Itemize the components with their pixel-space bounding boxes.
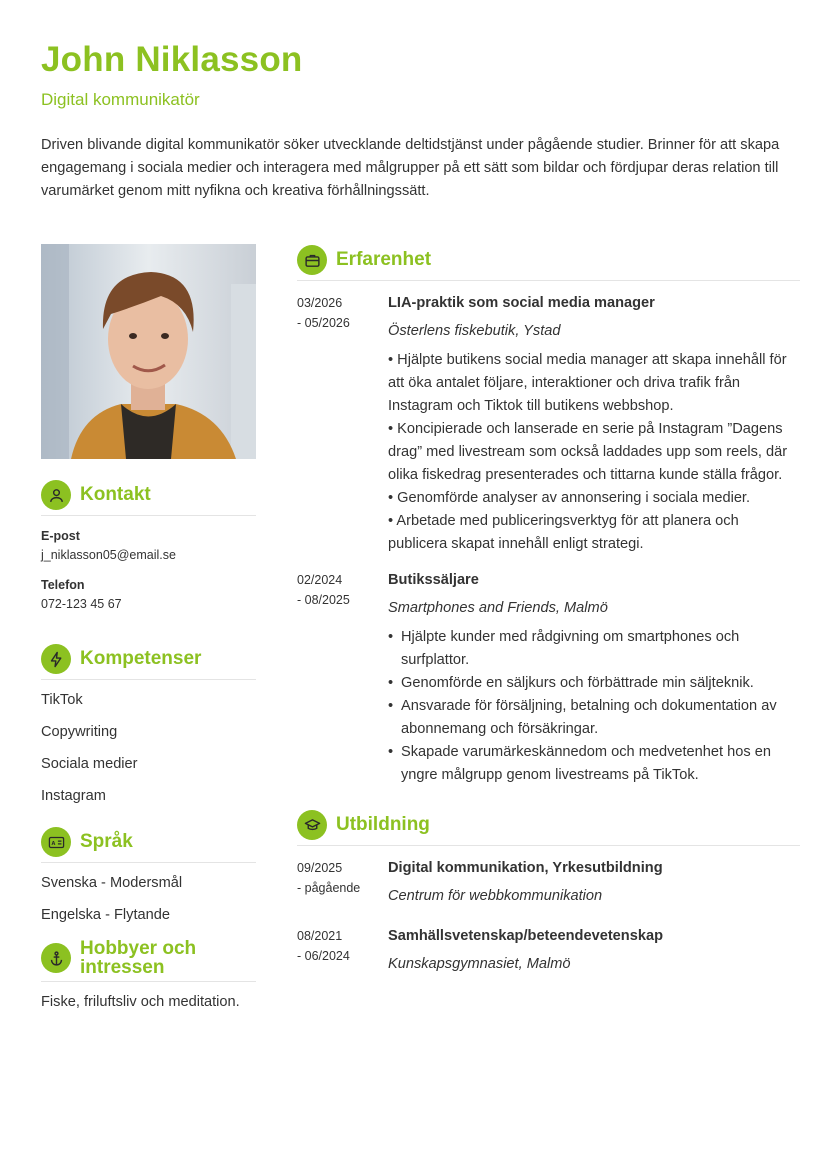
skill-item: Sociala medier xyxy=(41,756,138,772)
bullet-item: • Skapade varumärkeskännedom och medvetenhet hos en yngre målgrupp genom livestreams på TikTok. xyxy=(401,741,800,787)
education-title: Utbildning xyxy=(336,814,430,835)
entry-title: Samhällsvetenskap/beteendevetenskap xyxy=(388,928,663,944)
hobbies-text: Fiske, friluftsliv och meditation. xyxy=(41,994,240,1010)
experience-header xyxy=(297,244,800,281)
profile-photo xyxy=(41,244,256,459)
experience-section xyxy=(297,244,800,787)
languages-title: Språk xyxy=(80,831,133,852)
entry-place: Centrum för webbkommunikation xyxy=(388,888,603,904)
description-line: • Koncipierade och lanserade en serie på Instagram ”Dagens drag” med livestream som också laddades upp som reels, där olika fiskedrag presenterades och tittarna kunde ställa frågor. xyxy=(388,421,788,483)
entry-title: Butikssäljare xyxy=(388,572,479,588)
entry-date xyxy=(297,293,388,556)
hobbies-title-line2: intressen xyxy=(80,957,165,978)
contact-section xyxy=(41,479,256,611)
language-item: Engelska - Flytande xyxy=(41,907,170,923)
lightning-icon xyxy=(41,644,71,674)
hobbies-section xyxy=(41,939,256,1010)
skill-item: TikTok xyxy=(41,692,83,708)
entry-bullets xyxy=(388,626,800,787)
hobbies-title-line1: Hobbyer och xyxy=(80,938,197,959)
description-line: • Genomförde analyser av annonsering i sociala medier. xyxy=(388,490,751,506)
date-to: - 06/2024 xyxy=(297,949,350,963)
date-to: - pågående xyxy=(297,881,361,895)
date-from: 02/2024 xyxy=(297,573,343,587)
entry-title: Digital kommunikation, Yrkesutbildning xyxy=(388,860,663,876)
education-section xyxy=(297,809,800,974)
skill-item: Copywriting xyxy=(41,724,118,740)
left-column xyxy=(41,244,256,1010)
contact-title: Kontakt xyxy=(80,484,151,505)
email-value[interactable]: j_niklasson05@email.se xyxy=(41,548,176,562)
profile-summary: Driven blivande digital kommunikatör söker utvecklande deltidstjänst under pågående studier. Brinner för att skapa engagemang i sociala medier och interagera med målgrupper på ett sätt som bildar och fördjupar deras relation till varumärket genom mitt nyfikna och kreativa förhållningssätt. xyxy=(41,137,780,199)
entry-place: Österlens fiskebutik, Ystad xyxy=(388,323,561,339)
briefcase-icon xyxy=(297,245,327,275)
entry-place: Kunskapsgymnasiet, Malmö xyxy=(388,956,571,972)
entry-date xyxy=(297,570,388,787)
anchor-icon xyxy=(41,943,71,973)
entry-date xyxy=(297,926,388,974)
date-from: 03/2026 xyxy=(297,296,343,310)
education-header xyxy=(297,809,800,846)
email-label: E-post xyxy=(41,529,80,543)
entry-date xyxy=(297,858,388,906)
language-card-icon xyxy=(41,827,71,857)
skills-title: Kompetenser xyxy=(80,648,202,669)
date-to: - 05/2026 xyxy=(297,316,350,330)
entry-description xyxy=(388,349,800,556)
contact-header xyxy=(41,479,256,516)
job-title: Digital kommunikatör xyxy=(41,90,200,109)
bullet-item: • Ansvarade för försäljning, betalning och dokumentation av abonnemang och försäkringar. xyxy=(401,695,800,741)
description-line: • Arbetade med publiceringsverktyg för att planera och publicera skapat innehåll enligt strategi. xyxy=(388,513,739,552)
experience-entry xyxy=(297,570,800,787)
entry-title: LIA-praktik som social media manager xyxy=(388,295,655,311)
date-to: - 08/2025 xyxy=(297,593,350,607)
person-icon xyxy=(41,480,71,510)
date-from: 09/2025 xyxy=(297,861,343,875)
skills-header xyxy=(41,643,256,680)
phone-label: Telefon xyxy=(41,578,85,592)
hobbies-header xyxy=(41,939,256,982)
svg-text:A: A xyxy=(51,840,55,847)
right-column xyxy=(297,244,800,974)
hobbies-title xyxy=(80,939,196,977)
person-name: John Niklasson xyxy=(41,40,303,79)
language-item: Svenska - Modersmål xyxy=(41,875,183,891)
education-entry xyxy=(297,926,800,974)
bullet-item: • Genomförde en säljkurs och förbättrade min säljteknik. xyxy=(401,672,800,695)
experience-entry xyxy=(297,293,800,556)
bullet-item: • Hjälpte kunder med rådgivning om smartphones och surfplattor. xyxy=(401,626,800,672)
graduation-cap-icon xyxy=(297,810,327,840)
phone-value[interactable]: 072-123 45 67 xyxy=(41,597,122,611)
skills-section xyxy=(41,643,256,804)
date-from: 08/2021 xyxy=(297,929,343,943)
entry-place: Smartphones and Friends, Malmö xyxy=(388,600,608,616)
experience-title: Erfarenhet xyxy=(336,249,432,270)
description-line: • Hjälpte butikens social media manager att skapa innehåll för att öka antalet följare, interaktioner och driva trafik från Instagram och Tiktok till butikens webbshop. xyxy=(388,352,787,414)
languages-section xyxy=(41,826,256,923)
languages-header xyxy=(41,826,256,863)
education-entry xyxy=(297,858,800,906)
skill-item: Instagram xyxy=(41,788,106,804)
